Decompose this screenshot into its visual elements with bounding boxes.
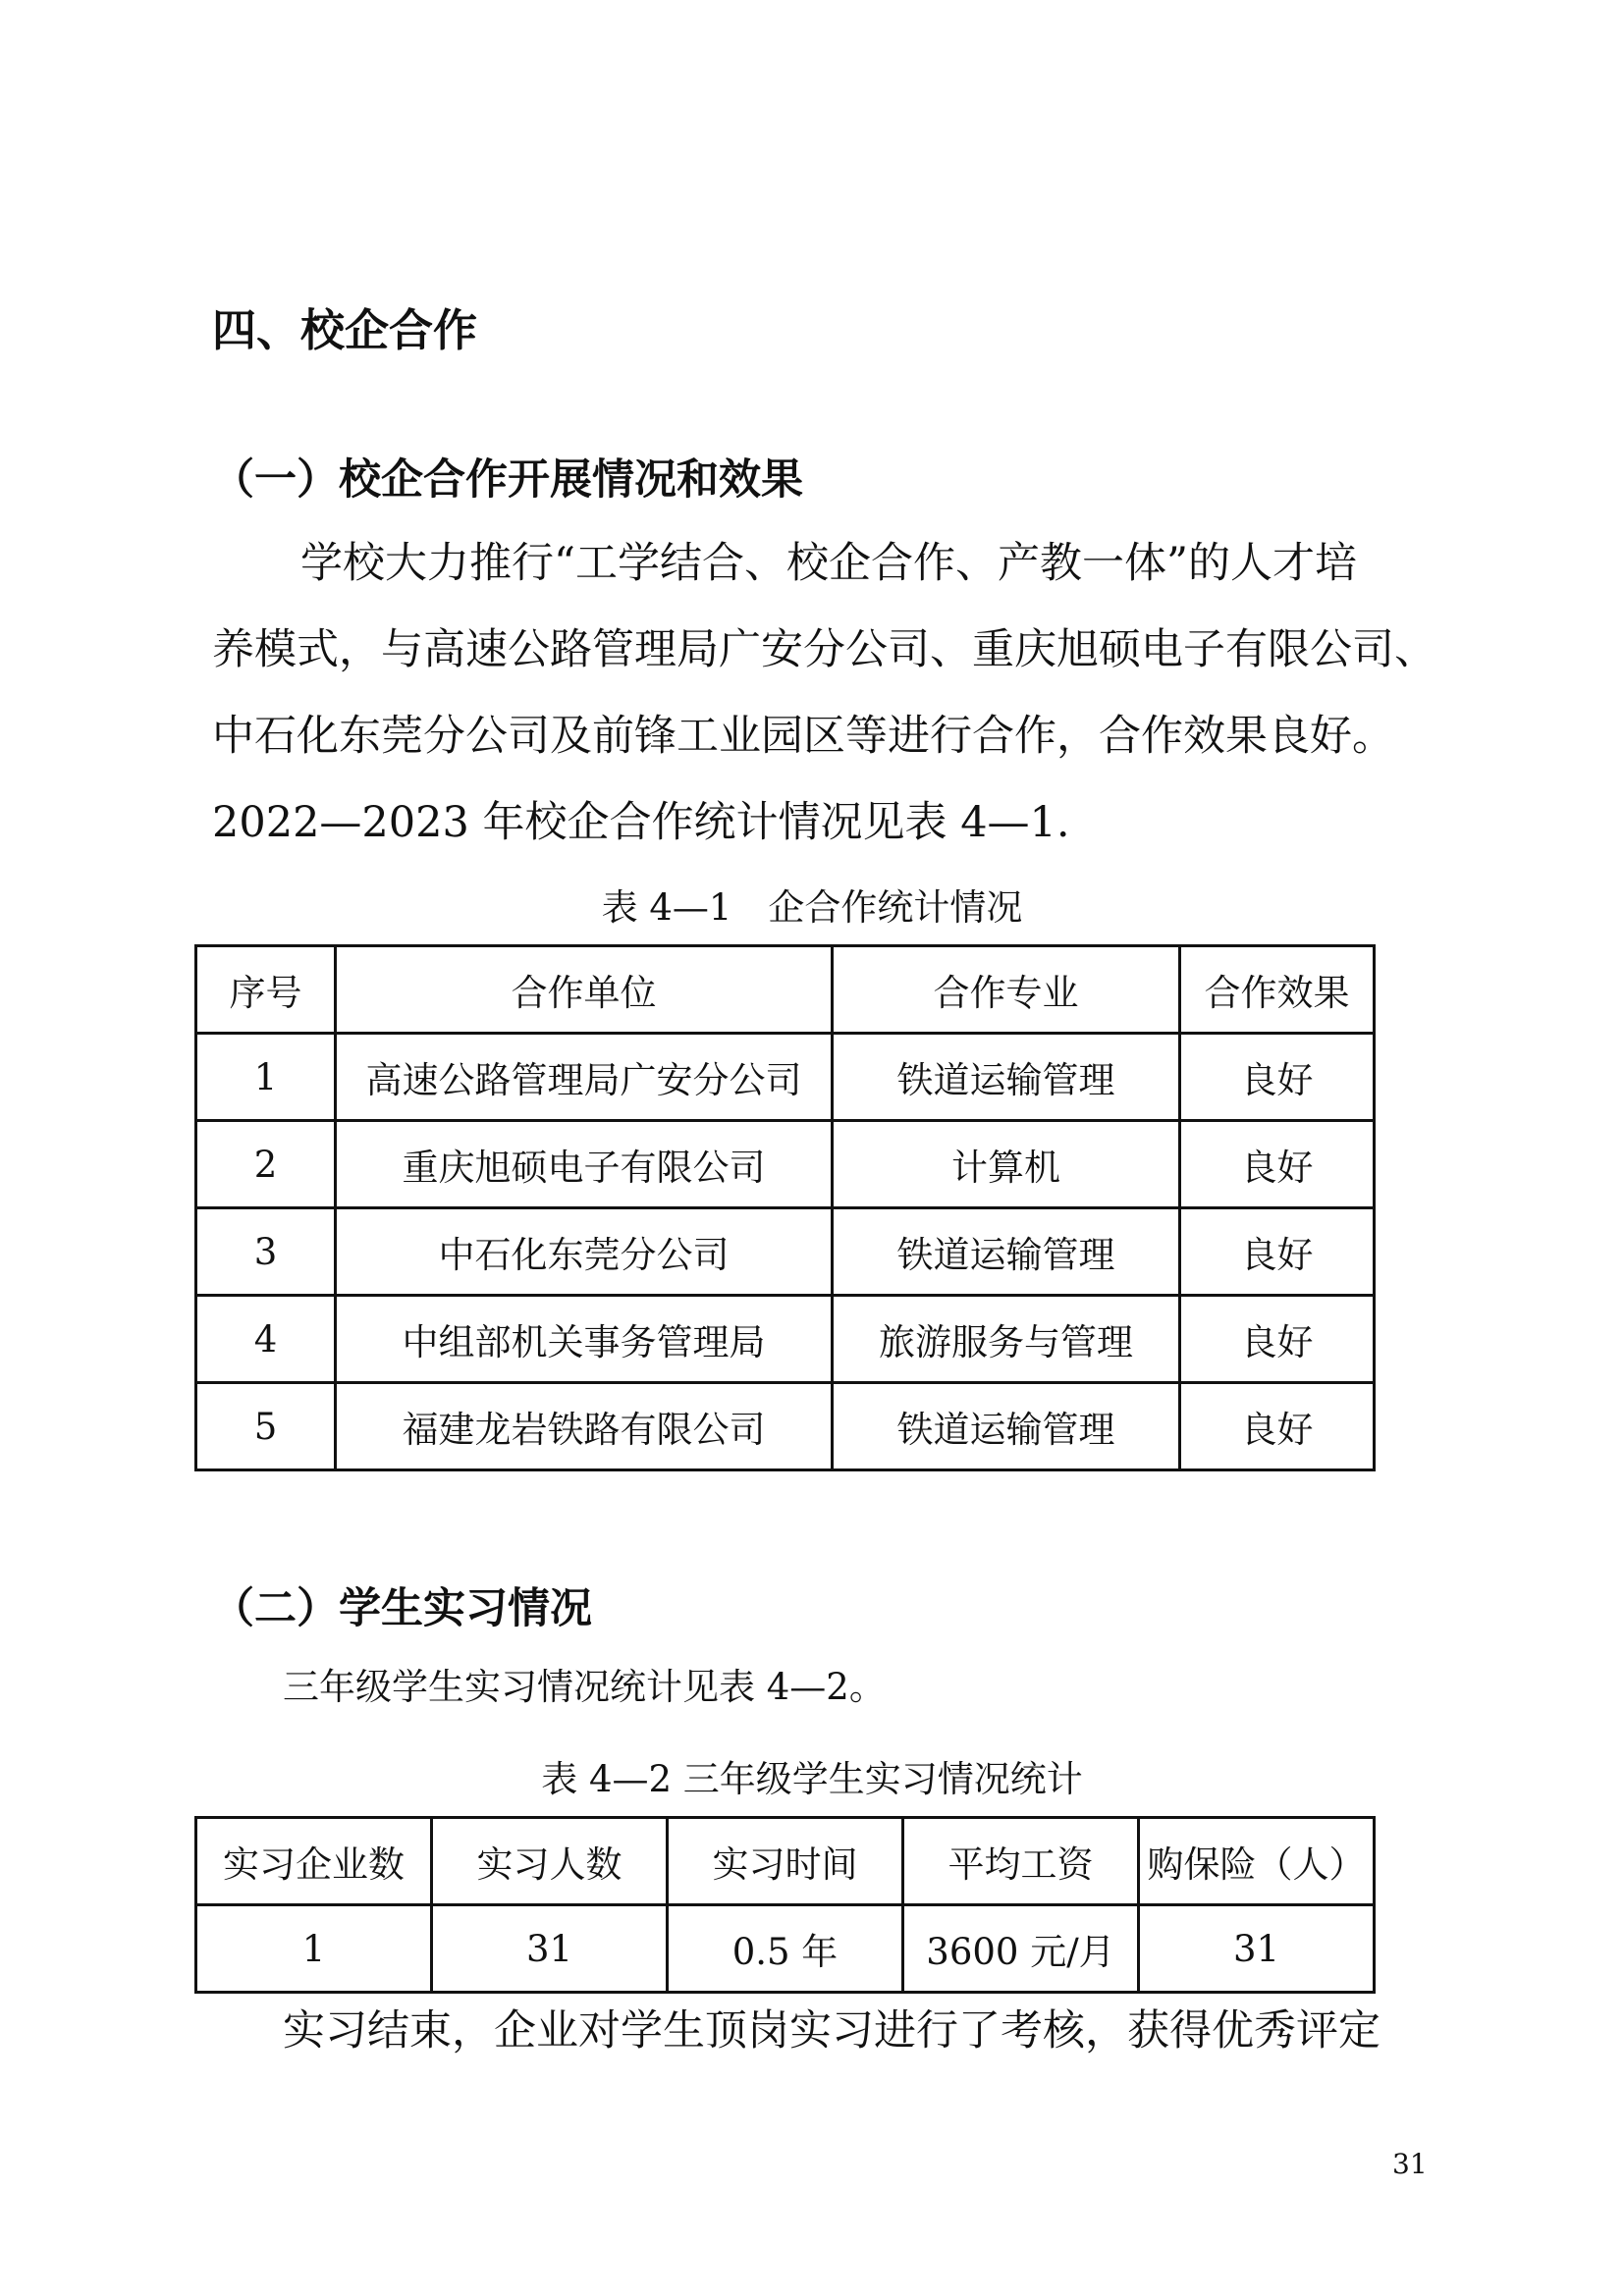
section-title: 四、校企合作 <box>212 304 478 356</box>
table-cell: 中石化东莞分公司 <box>336 1208 833 1296</box>
table-cell: 5 <box>196 1383 336 1470</box>
table-cell: 良好 <box>1180 1034 1375 1121</box>
table-cell: 铁道运输管理 <box>833 1208 1180 1296</box>
table-cell: 高速公路管理局广安分公司 <box>336 1034 833 1121</box>
table-cell: 31 <box>1139 1905 1375 1993</box>
table-cell: 铁道运输管理 <box>833 1034 1180 1121</box>
table-row <box>196 1905 1375 1993</box>
internship-intro: 三年级学生实习情况统计见表 4—2。 <box>283 1666 886 1708</box>
table-cell: 良好 <box>1180 1296 1375 1383</box>
header-cell: 合作单位 <box>336 946 833 1034</box>
table-cell: 3 <box>196 1208 336 1296</box>
table-cell: 1 <box>196 1905 432 1993</box>
header-cell: 购保险（人） <box>1139 1818 1375 1905</box>
subsection-title-1: （一）校企合作开展情况和效果 <box>212 455 803 505</box>
subsection-title-2: （二）学生实习情况 <box>212 1584 592 1633</box>
table-row <box>196 1121 1375 1208</box>
table-cell: 良好 <box>1180 1383 1375 1470</box>
table-caption-2: 表 4—2 三年级学生实习情况统计 <box>541 1758 1083 1800</box>
table-cell: 铁道运输管理 <box>833 1383 1180 1470</box>
table-row <box>196 1034 1375 1121</box>
table-cell: 旅游服务与管理 <box>833 1296 1180 1383</box>
table-cell: 4 <box>196 1296 336 1383</box>
header-cell: 实习企业数 <box>196 1818 432 1905</box>
paragraph-line-3: 中石化东莞分公司及前锋工业园区等进行合作，合作效果良好。 <box>212 712 1394 761</box>
table-row <box>196 1208 1375 1296</box>
table-cell: 31 <box>432 1905 668 1993</box>
header-cell: 平均工资 <box>903 1818 1139 1905</box>
table-cell: 3600 元/月 <box>903 1905 1139 1993</box>
table-cell: 计算机 <box>833 1121 1180 1208</box>
paragraph-line-2: 养模式，与高速公路管理局广安分公司、重庆旭硕电子有限公司、 <box>212 625 1436 674</box>
table-cell: 良好 <box>1180 1121 1375 1208</box>
table-header-row <box>196 946 1375 1034</box>
header-cell: 合作专业 <box>833 946 1180 1034</box>
table-cell: 2 <box>196 1121 336 1208</box>
table-cell: 1 <box>196 1034 336 1121</box>
table-cell: 良好 <box>1180 1208 1375 1296</box>
table-caption-1: 表 4—1 企合作统计情况 <box>601 886 1023 929</box>
closing-paragraph: 实习结束，企业对学生顶岗实习进行了考核，获得优秀评定 <box>283 2006 1380 2056</box>
header-cell: 实习人数 <box>432 1818 668 1905</box>
table-cell: 0.5 年 <box>668 1905 903 1993</box>
header-cell: 实习时间 <box>668 1818 903 1905</box>
cooperation-table <box>194 944 1376 1471</box>
page-number: 31 <box>1392 2148 1428 2180</box>
table-cell: 福建龙岩铁路有限公司 <box>336 1383 833 1470</box>
table-row <box>196 1296 1375 1383</box>
header-cell: 序号 <box>196 946 336 1034</box>
paragraph-line-1: 学校大力推行“工学结合、校企合作、产教一体”的人才培 <box>300 539 1357 588</box>
paragraph-line-4: 2022—2023 年校企合作统计情况见表 4—1. <box>212 798 1070 847</box>
header-cell: 合作效果 <box>1180 946 1375 1034</box>
table-row <box>196 1383 1375 1470</box>
table-cell: 重庆旭硕电子有限公司 <box>336 1121 833 1208</box>
internship-table <box>194 1816 1376 1994</box>
table-header-row <box>196 1818 1375 1905</box>
table-cell: 中组部机关事务管理局 <box>336 1296 833 1383</box>
